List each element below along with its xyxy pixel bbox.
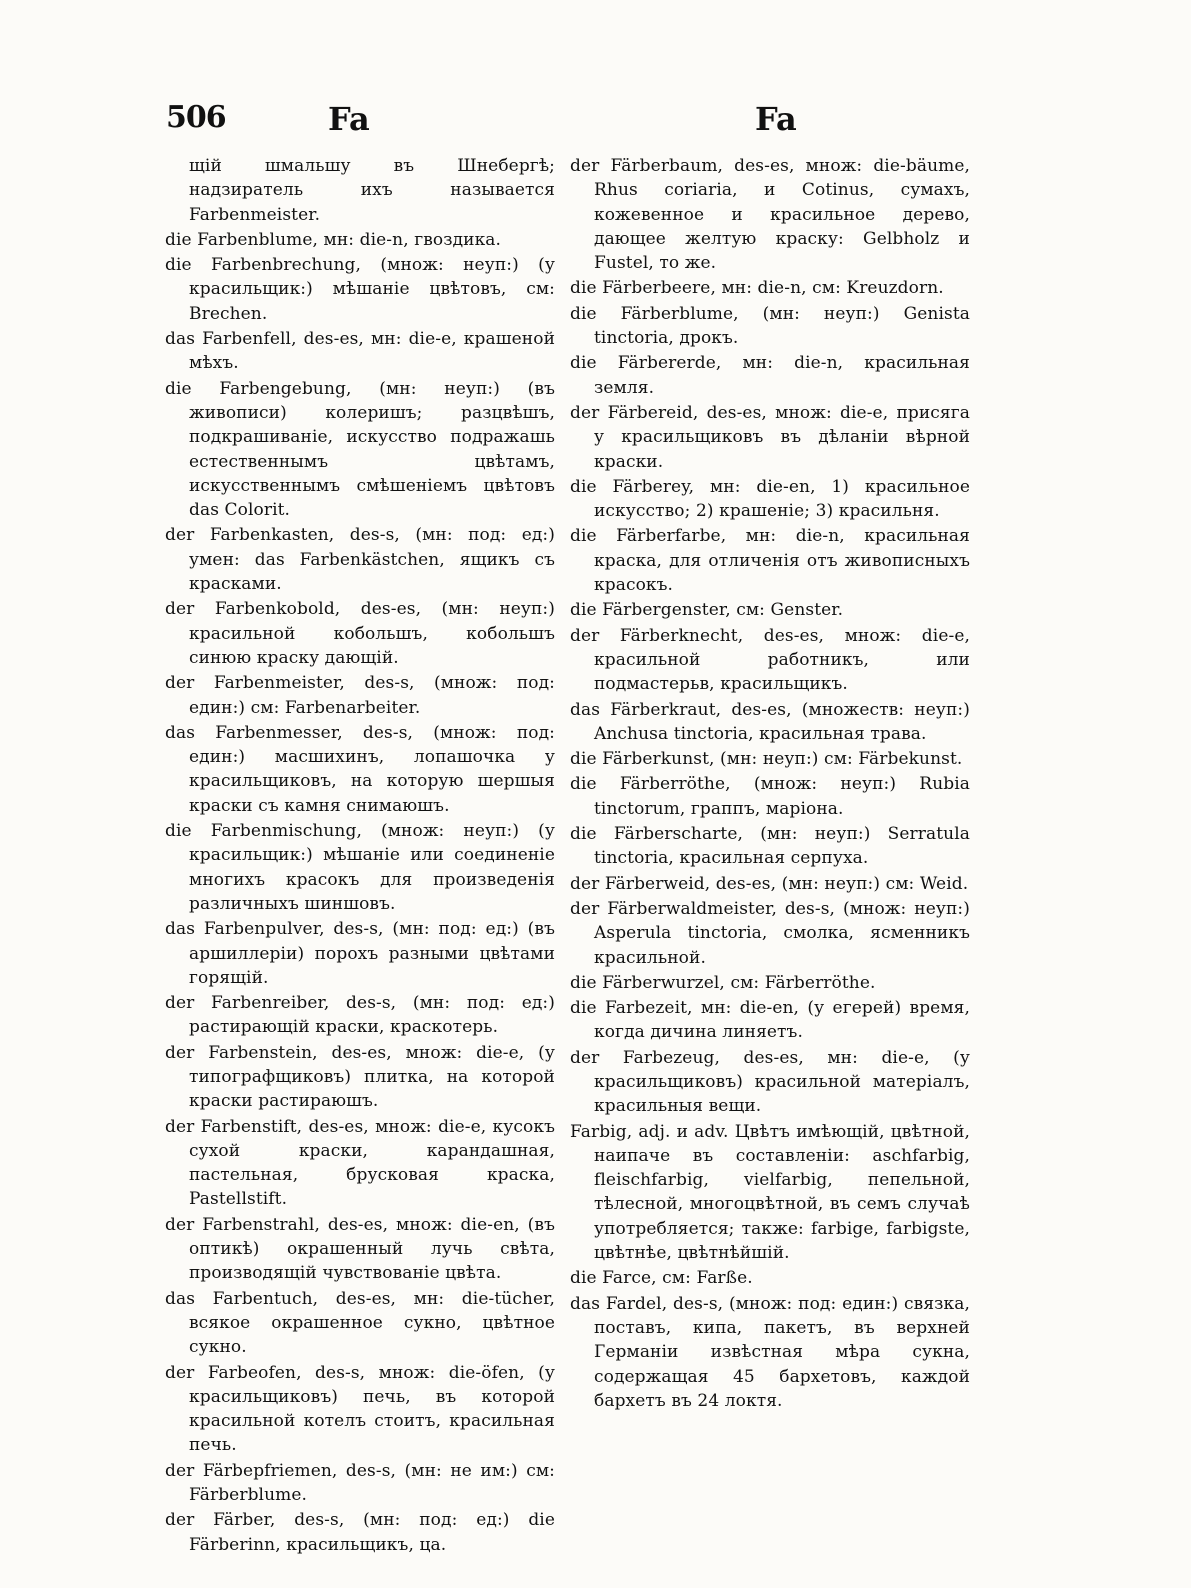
dictionary-entry: das Farbenpulver, des-s, (мн: под: ед:) (въ аршиллеріи) порохъ разными цвѣтами горящій. [165,919,555,988]
entry-continuation: щій шмальшу въ Шнебергѣ; надзиратель ихъ называется Farbenmeister. [189,156,555,225]
dictionary-entry: der Färbepfriemen, des-s, (мн: не им:) см: Färberblume. [165,1460,555,1506]
dictionary-entry: das Farbenmesser, des-s, (множ: под: един:) масшихинъ, лопашочка у красильщиковъ, на которую шершыя краски съ камня снимаюшъ. [165,722,555,816]
dictionary-entry: der Färber, des-s, (мн: под: ед:) die Färberinn, красильщикъ, ца. [165,1510,555,1555]
dictionary-entry: die Farbenblume, мн: die-n, гвоздика. [165,229,502,250]
dictionary-entry: der Farbenmeister, des-s, (множ: под: един:) см: Farbenarbeiter. [165,673,555,718]
dictionary-entry: der Färbereid, des-es, множ: die-e, присяга у красильщиковъ въ дѣланіи вѣрной краски. [570,402,970,472]
dictionary-entry: die Färberwurzel, см: Färberröthe. [570,972,876,993]
dictionary-entry: der Farbenstrahl, des-es, множ: die-en, (въ оптикѣ) окрашенный лучь свѣта, производящій чувствованіе цвѣта. [165,1214,555,1284]
dictionary-entry: der Färberknecht, des-es, множ: die-e, красильной работникъ, или подмастерьв, красильщикъ. [570,625,970,695]
dictionary-entry: die Färberbeere, мн: die-n, см: Kreuzdorn. [570,278,944,299]
dictionary-entry: der Farbeofen, des-s, множ: die-öfen, (у красильщиковъ) печь, въ которой красильной котелъ стоитъ, красильная печь. [165,1362,555,1456]
dictionary-entry: das Fardel, des-s, (множ: под: един:) связка, поставъ, кипа, пакетъ, въ верхней Германіи извѣстная мѣра сукна, содержащая 45 бархетовъ, каждой бархетъ въ 24 локтя. [570,1293,970,1411]
dictionary-entry: die Färbergenster, см: Genster. [570,600,844,621]
dictionary-entry: das Färberkraut, des-es, (множеств: неуп:) Anchusa tinctoria, красильная трава. [570,699,970,744]
dictionary-entry: die Färberkunst, (мн: неуп:) см: Färbekunst. [570,749,963,770]
dictionary-entry: das Farbenfell, des-es, мн: die-e, крашеной мѣхъ. [165,329,555,374]
dictionary-entry: der Farbenkasten, des-s, (мн: под: ед:) умен: das Farbenkästchen, ящикъ съ красками. [165,525,555,595]
dictionary-entry: die Farbengebung, (мн: неуп:) (въ живописи) колеришъ; разцвѣшъ, подкрашиваніе, искусство подражашь естественнымъ цвѣтамъ, искусственнымъ смѣшеніемъ цвѣтовъ das Colorit. [165,378,555,521]
dictionary-entry: der Farbezeug, des-es, мн: die-e, (у красильщиковъ) красильной матеріалъ, красильныя вещи. [570,1047,970,1117]
dictionary-entry: der Farbenstift, des-es, множ: die-e, кусокъ сухой краски, карандашная, пастельная, брусковая краска, Pastellstift. [165,1116,555,1210]
left-column [165,154,555,1558]
dictionary-entry: der Farbenreiber, des-s, (мн: под: ед:) растирающій краски, краскотерь. [165,993,555,1038]
dictionary-entry: die Färberröthe, (множ: неуп:) Rubia tinctorum, граппъ, маріона. [570,774,970,819]
dictionary-entry: der Farbenstein, des-es, множ: die-e, (у типографщиковъ) плитка, на которой краски растираюшъ. [165,1042,555,1112]
dictionary-entry: die Farbezeit, мн: die-en, (у егерей) время, когда дичина линяетъ. [570,998,970,1043]
dictionary-entry: der Färberbaum, des-es, множ: die-bäume, Rhus coriaria, и Cotinus, сумахъ, кожевенное и красильное дерево, дающее желтую краску: Gelbholz и Fustel, то же. [570,156,970,274]
dictionary-entry: die Farce, см: Farße. [570,1268,753,1289]
dictionary-entry: Farbig, adj. и adv. Цвѣтъ имѣющій, цвѣтной, наипаче въ составленіи: aschfarbig, fleischfarbig, vielfarbig, пепельной, тѣлесной, многоцвѣтной, въ семъ случаѣ употребляется; также: farbige, farbigste, цвѣтнѣе, цвѣтнѣйшій. [570,1121,970,1264]
dictionary-entry: die Färberfarbe, мн: die-n, красильная краска, для отличенія отъ живописныхъ красокъ. [570,526,970,596]
dictionary-entry: der Farbenkobold, des-es, (мн: неуп:) красильной кобольшъ, кобольшъ синюю краску дающій. [165,599,555,668]
running-head-right: Fa [755,100,797,138]
dictionary-entry: das Farbentuch, des-es, мн: die-tücher, всякое окрашенное сукно, цвѣтное сукно. [165,1288,555,1358]
dictionary-entry: die Färberblume, (мн: неуп:) Genista tinctoria, дрокъ. [570,303,970,349]
right-column [570,154,970,1414]
page-header [160,100,990,150]
dictionary-entry: die Färberscharte, (мн: неуп:) Serratula tinctoria, красильная серпуха. [570,824,970,869]
page-number: 506 [166,100,226,135]
dictionary-entry: der Färberweid, des-es, (мн: неуп:) см: Weid. [570,873,969,894]
dictionary-entry: die Farbenmischung, (множ: неуп:) (у красильщик:) мѣшаніе или соединеніе многихъ красокъ для произведенія различныхъ шиншовъ. [165,821,555,914]
dictionary-entry: die Färbererde, мн: die-n, красильная земля. [570,353,970,398]
dictionary-entry: die Farbenbrechung, (множ: неуп:) (у красильщик:) мѣшаніе цвѣтовъ, см: Brechen. [165,255,555,324]
dictionary-entry: der Färberwaldmeister, des-s, (множ: неуп:) Asperula tinctoria, смолка, ясменникъ красильной. [570,898,970,968]
dictionary-entry: die Färberey, мн: die-en, 1) красильное искусство; 2) крашеніе; 3) красильня. [570,476,970,522]
running-head-left: Fa [328,100,370,138]
